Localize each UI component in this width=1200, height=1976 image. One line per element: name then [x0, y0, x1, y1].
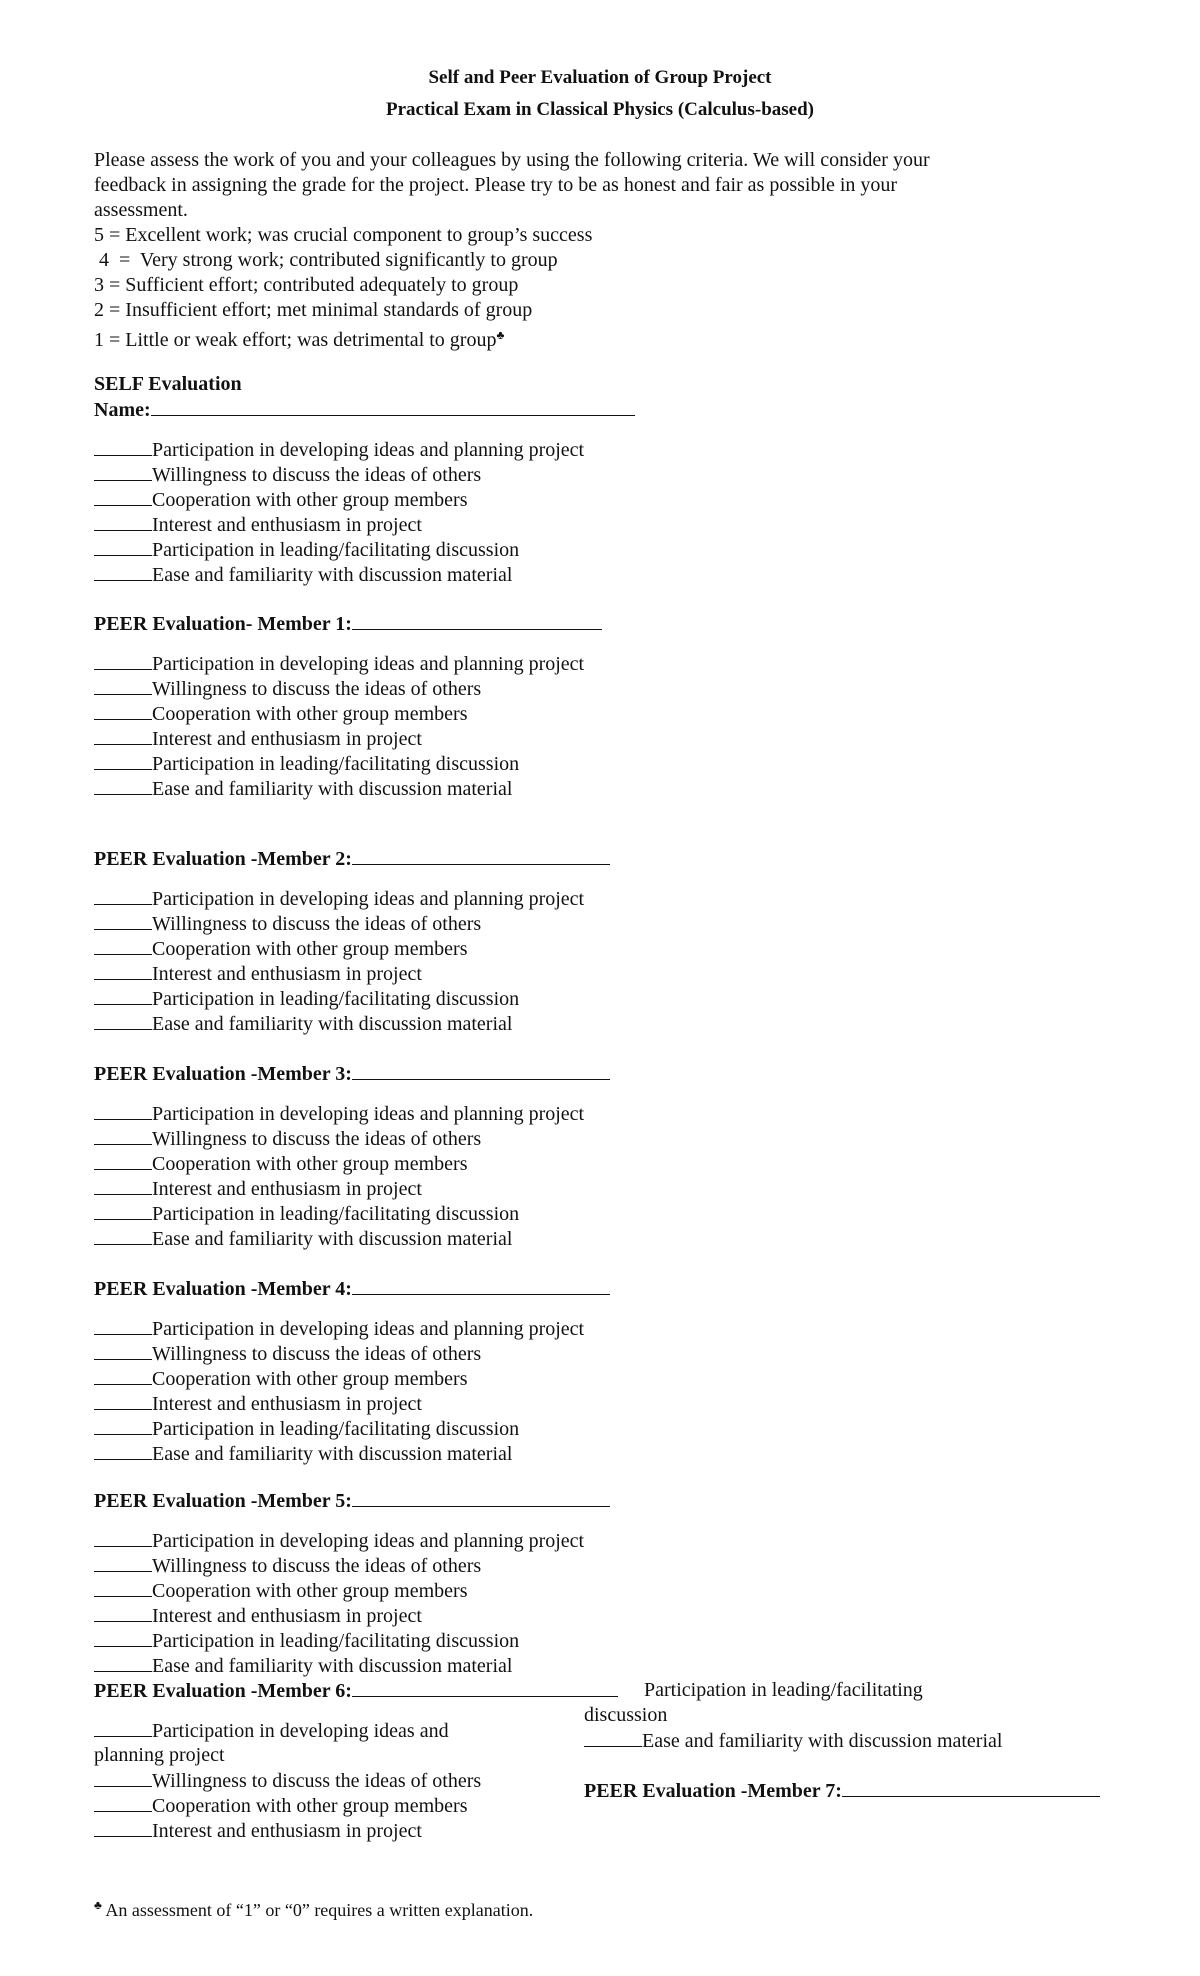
- criterion-label: Willingness to discuss the ideas of others: [152, 1555, 482, 1577]
- rating-blank[interactable]: [94, 1528, 152, 1547]
- page-title: Self and Peer Evaluation of Group Project: [428, 67, 772, 88]
- criterion-label: Interest and enthusiasm in project: [152, 1820, 422, 1842]
- member-name-blank[interactable]: [352, 1061, 610, 1080]
- criterion-row: [94, 1441, 512, 1466]
- scale-line: 3 = Sufficient effort; contributed adequately to group: [94, 274, 519, 296]
- self-heading: SELF Evaluation: [94, 373, 242, 395]
- rating-blank[interactable]: [94, 562, 152, 581]
- rating-blank[interactable]: [94, 1176, 152, 1195]
- criterion-label: Interest and enthusiasm in project: [152, 1605, 422, 1627]
- criterion-row: [94, 986, 519, 1011]
- criterion-label: Participation in leading/facilitating discussion: [152, 1203, 520, 1225]
- criterion-label: Interest and enthusiasm in project: [152, 963, 422, 985]
- criterion-label: Interest and enthusiasm in project: [152, 728, 422, 750]
- criterion-row: [94, 1226, 512, 1251]
- criterion-row: [94, 1316, 584, 1341]
- criterion-row: [94, 776, 512, 801]
- criterion-label: Participation in developing ideas and: [152, 1720, 449, 1742]
- criterion-row: [94, 1341, 481, 1366]
- criterion-row: [94, 676, 481, 701]
- page-subtitle: Practical Exam in Classical Physics (Calculus-based): [385, 99, 815, 120]
- member-name-blank[interactable]: [352, 1488, 610, 1507]
- rating-blank[interactable]: [94, 1441, 152, 1460]
- rating-blank[interactable]: [94, 986, 152, 1005]
- name-row: [94, 397, 635, 422]
- rating-blank[interactable]: [94, 911, 152, 930]
- peer-heading-label: PEER Evaluation -Member 6:: [94, 1680, 352, 1702]
- rating-blank[interactable]: [94, 512, 152, 531]
- peer-heading-label: PEER Evaluation -Member 3:: [94, 1063, 352, 1085]
- rating-blank[interactable]: [94, 1628, 152, 1647]
- peer-heading-label: PEER Evaluation -Member 7:: [584, 1780, 842, 1802]
- footnote: [94, 1893, 533, 1922]
- peer-heading: [94, 1678, 618, 1703]
- rating-blank[interactable]: [94, 1101, 152, 1120]
- criterion-row: [94, 961, 422, 986]
- rating-blank[interactable]: [94, 1011, 152, 1030]
- rating-blank[interactable]: [94, 1226, 152, 1245]
- rating-blank[interactable]: [94, 462, 152, 481]
- name-label: Name:: [94, 399, 151, 421]
- criterion-label: Participation in leading/facilitating discussion: [152, 539, 520, 561]
- criterion-label: Cooperation with other group members: [152, 1795, 468, 1817]
- rating-blank[interactable]: [94, 1416, 152, 1435]
- footnote-marker: ♣: [496, 328, 505, 342]
- criterion-row: [94, 462, 481, 487]
- scale-line: [94, 323, 504, 352]
- rating-blank[interactable]: [94, 1603, 152, 1622]
- peer-heading: [94, 1276, 610, 1301]
- criterion-row: [94, 437, 584, 462]
- criterion-row: [94, 651, 584, 676]
- criterion-label: Participation in developing ideas and planning project: [152, 1318, 585, 1340]
- criterion-label: Ease and familiarity with discussion material: [152, 1655, 513, 1677]
- criterion-label: Cooperation with other group members: [152, 703, 468, 725]
- criterion-row: [94, 886, 584, 911]
- criterion-row: [94, 487, 468, 512]
- criterion-label: Participation in developing ideas and planning project: [152, 1530, 585, 1552]
- intro-line: assessment.: [94, 199, 188, 221]
- criterion-row: [94, 512, 422, 537]
- criterion-row: [94, 1653, 512, 1678]
- criterion-label: Cooperation with other group members: [152, 938, 468, 960]
- rating-blank[interactable]: [94, 537, 152, 556]
- criterion-label: Participation in leading/facilitating discussion: [152, 753, 520, 775]
- member-name-blank[interactable]: [352, 846, 610, 865]
- member-name-blank[interactable]: [842, 1778, 1100, 1797]
- criterion-row: [94, 1391, 422, 1416]
- criterion-row: [94, 911, 481, 936]
- criterion-row: [94, 1126, 481, 1151]
- rating-blank[interactable]: [94, 1151, 152, 1170]
- criterion-label: Participation in leading/facilitating discussion: [152, 1418, 520, 1440]
- criterion-label: Ease and familiarity with discussion material: [152, 564, 513, 586]
- rating-blank[interactable]: [94, 1718, 152, 1737]
- rating-blank[interactable]: [94, 936, 152, 955]
- peer-heading: [94, 846, 610, 871]
- criterion-row: [94, 751, 519, 776]
- criterion-label: Willingness to discuss the ideas of others: [152, 678, 482, 700]
- rating-blank[interactable]: [94, 1553, 152, 1572]
- criterion-row: [94, 1151, 468, 1176]
- criterion-row: [584, 1728, 1002, 1753]
- scale-line: 4 = Very strong work; contributed significantly to group: [94, 249, 558, 271]
- criterion-row: [94, 1603, 422, 1628]
- criterion-row: [94, 1176, 422, 1201]
- criterion-label-continued: discussion: [584, 1704, 668, 1726]
- intro-line: feedback in assigning the grade for the project. Please try to be as honest and fair as possible in your: [94, 174, 898, 196]
- criterion-label: Cooperation with other group members: [152, 1368, 468, 1390]
- criterion-label: Interest and enthusiasm in project: [152, 1178, 422, 1200]
- peer-heading: [584, 1778, 1100, 1803]
- criterion-label: Participation in developing ideas and planning project: [152, 439, 585, 461]
- rating-blank[interactable]: [94, 1768, 152, 1787]
- rating-blank[interactable]: [584, 1728, 642, 1747]
- criterion-row: [94, 1416, 519, 1441]
- rating-blank[interactable]: [94, 1316, 152, 1335]
- rating-blank[interactable]: [94, 1578, 152, 1597]
- criterion-row: [94, 1101, 584, 1126]
- criterion-label: Cooperation with other group members: [152, 489, 468, 511]
- criterion-label: Participation in developing ideas and planning project: [152, 1103, 585, 1125]
- criterion-label: Ease and familiarity with discussion material: [152, 1443, 513, 1465]
- criterion-row: [94, 1011, 512, 1036]
- criterion-label: Participation in developing ideas and planning project: [152, 888, 585, 910]
- rating-blank[interactable]: [94, 1793, 152, 1812]
- peer-heading-label: PEER Evaluation -Member 4:: [94, 1278, 352, 1300]
- rating-blank[interactable]: [94, 961, 152, 980]
- criterion-label: Willingness to discuss the ideas of others: [152, 1128, 482, 1150]
- rating-blank[interactable]: [94, 437, 152, 456]
- peer-heading-label: PEER Evaluation -Member 5:: [94, 1490, 352, 1512]
- rating-blank[interactable]: [94, 651, 152, 670]
- member-name-blank[interactable]: [352, 1678, 618, 1697]
- criterion-label: Ease and familiarity with discussion material: [152, 1013, 513, 1035]
- peer-heading-label: PEER Evaluation -Member 2:: [94, 848, 352, 870]
- criterion-label-continued: Participation in leading/facilitating: [644, 1679, 923, 1701]
- scale-line: 5 = Excellent work; was crucial component to group’s success: [94, 224, 593, 246]
- criterion-label: Participation in leading/facilitating discussion: [152, 1630, 520, 1652]
- rating-blank[interactable]: [94, 676, 152, 695]
- criterion-label: Interest and enthusiasm in project: [152, 1393, 422, 1415]
- criterion-row: [94, 1553, 481, 1578]
- rating-blank[interactable]: [94, 701, 152, 720]
- peer-heading: [94, 1061, 610, 1086]
- criterion-row: [94, 1793, 468, 1818]
- criterion-label: Participation in leading/facilitating discussion: [152, 988, 520, 1010]
- criterion-row: [94, 562, 512, 587]
- criterion-label: Willingness to discuss the ideas of others: [152, 464, 482, 486]
- criterion-label: Willingness to discuss the ideas of others: [152, 1343, 482, 1365]
- criterion-label: Ease and familiarity with discussion material: [642, 1730, 1003, 1752]
- criterion-row: [94, 1718, 449, 1743]
- footnote-text: An assessment of “1” or “0” requires a written explanation.: [101, 1900, 534, 1920]
- criterion-row: [94, 936, 468, 961]
- rating-blank[interactable]: [94, 1391, 152, 1410]
- criterion-row: [94, 726, 422, 751]
- criterion-label: Cooperation with other group members: [152, 1153, 468, 1175]
- rating-blank[interactable]: [94, 751, 152, 770]
- criterion-row: [94, 1578, 468, 1603]
- criterion-row: [94, 1628, 519, 1653]
- intro-line: Please assess the work of you and your colleagues by using the following criteria. We will consider your: [94, 149, 930, 171]
- criterion-label: Cooperation with other group members: [152, 1580, 468, 1602]
- criterion-row: [94, 1818, 422, 1843]
- criterion-label-continued: planning project: [94, 1744, 225, 1766]
- footnote-marker: ♣: [94, 1898, 102, 1912]
- rating-blank[interactable]: [94, 1366, 152, 1385]
- rating-blank[interactable]: [94, 487, 152, 506]
- criterion-label: Willingness to discuss the ideas of others: [152, 913, 482, 935]
- rating-blank[interactable]: [94, 776, 152, 795]
- peer-heading: [94, 611, 602, 636]
- member-name-blank[interactable]: [352, 611, 602, 630]
- criterion-label: Participation in developing ideas and planning project: [152, 653, 585, 675]
- rating-blank[interactable]: [94, 1341, 152, 1360]
- rating-blank[interactable]: [94, 1653, 152, 1672]
- rating-blank[interactable]: [94, 726, 152, 745]
- rating-blank[interactable]: [94, 1126, 152, 1145]
- criterion-row: [94, 1366, 468, 1391]
- criterion-row: [94, 1201, 519, 1226]
- criterion-label: Ease and familiarity with discussion material: [152, 778, 513, 800]
- criterion-label: Ease and familiarity with discussion material: [152, 1228, 513, 1250]
- name-blank[interactable]: [151, 397, 635, 416]
- criterion-row: [94, 1528, 584, 1553]
- criterion-row: [94, 537, 519, 562]
- scale-line-text: 1 = Little or weak effort; was detrimental to group: [94, 329, 497, 351]
- criterion-label: Interest and enthusiasm in project: [152, 514, 422, 536]
- rating-blank[interactable]: [94, 1818, 152, 1837]
- scale-line: 2 = Insufficient effort; met minimal standards of group: [94, 299, 533, 321]
- peer-heading: [94, 1488, 610, 1513]
- criterion-row: [94, 701, 468, 726]
- criterion-row: [94, 1768, 481, 1793]
- rating-blank[interactable]: [94, 1201, 152, 1220]
- rating-blank[interactable]: [94, 886, 152, 905]
- peer-heading-label: PEER Evaluation- Member 1:: [94, 613, 352, 635]
- member-name-blank[interactable]: [352, 1276, 610, 1295]
- criterion-label: Willingness to discuss the ideas of others: [152, 1770, 482, 1792]
